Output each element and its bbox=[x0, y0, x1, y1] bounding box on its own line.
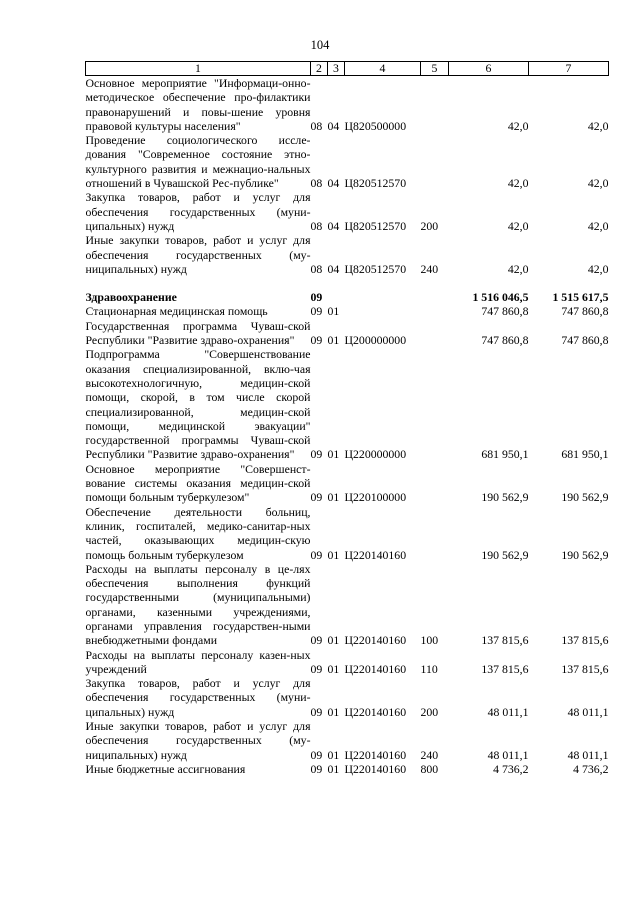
amount-year-1: 42,0 bbox=[507, 118, 529, 133]
header-row bbox=[86, 62, 609, 76]
section-code: 09 bbox=[310, 304, 323, 319]
table-row bbox=[86, 505, 609, 562]
amount-year-1: 681 950,1 bbox=[481, 447, 529, 462]
amount-year-2: 190 562,9 bbox=[561, 490, 609, 505]
row-name: Расходы на выплаты персоналу в це-лях обеспечения выполнения функций государственными (муниципальными) органами, казенными учреждениями, органами управления государствен-ными внебюджетными фондами bbox=[85, 561, 311, 648]
column-header: 2 bbox=[311, 62, 328, 76]
amount-year-1: 190 562,9 bbox=[481, 490, 529, 505]
amount-year-1: 747 860,8 bbox=[481, 333, 529, 348]
section-code: 09 bbox=[310, 490, 323, 505]
target-article-code: Ц820500000 bbox=[344, 118, 407, 133]
table-row bbox=[86, 190, 609, 233]
amount-year-1: 42,0 bbox=[507, 261, 529, 276]
subsection-code bbox=[328, 290, 345, 304]
amount-year-1: 42,0 bbox=[507, 218, 529, 233]
amount-year-2: 4 736,2 bbox=[573, 761, 609, 776]
table-row bbox=[86, 462, 609, 505]
expense-type-code: 800 bbox=[420, 761, 439, 776]
column-header: 5 bbox=[421, 62, 449, 76]
section-code: 08 bbox=[310, 118, 323, 133]
expense-type-code: 100 bbox=[420, 633, 439, 648]
section-code: 08 bbox=[310, 261, 323, 276]
amount-year-1: 1 516 046,5 bbox=[472, 290, 529, 305]
table-row bbox=[86, 648, 609, 677]
target-article-code: Ц220140160 bbox=[344, 547, 407, 562]
subsection-code: 01 bbox=[327, 633, 340, 648]
target-article-code bbox=[345, 304, 421, 318]
table-row bbox=[86, 304, 609, 318]
target-article-code: Ц220140160 bbox=[344, 761, 407, 776]
section-code: 09 bbox=[310, 704, 323, 719]
row-name: Иные закупки товаров, работ и услуг для обеспечения государственных (му-ниципальных) нужд bbox=[85, 719, 311, 762]
row-name: Основное мероприятие "Совершенст-вование системы оказания медицин-ской помощи больным туберкулезом" bbox=[85, 461, 311, 505]
expense-type-code bbox=[421, 290, 449, 304]
amount-year-2: 137 815,6 bbox=[561, 633, 609, 648]
target-article-code: Ц820512570 bbox=[344, 218, 407, 233]
amount-year-2: 1 515 617,5 bbox=[552, 290, 609, 305]
page-number: 104 bbox=[310, 38, 330, 52]
target-article-code: Ц220140160 bbox=[344, 704, 407, 719]
row-name: Государственная программа Чуваш-ской Республики "Развитие здраво-охранения" bbox=[85, 318, 311, 348]
row-name: Иные закупки товаров, работ и услуг для обеспечения государственных (му-ниципальных) нужд bbox=[85, 233, 311, 276]
table-row bbox=[86, 233, 609, 276]
target-article-code: Ц220100000 bbox=[344, 490, 407, 505]
subsection-code: 01 bbox=[327, 747, 340, 762]
amount-year-2: 747 860,8 bbox=[561, 333, 609, 348]
subsection-code: 01 bbox=[327, 304, 340, 319]
amount-year-1: 137 815,6 bbox=[481, 661, 529, 676]
amount-year-1: 190 562,9 bbox=[481, 547, 529, 562]
subsection-code: 01 bbox=[327, 490, 340, 505]
section-code: 09 bbox=[310, 447, 323, 462]
amount-year-1: 4 736,2 bbox=[493, 761, 529, 776]
expense-type-code bbox=[421, 462, 449, 505]
subsection-code: 04 bbox=[327, 261, 340, 276]
row-name: Основное мероприятие "Информаци-онно-методическое обеспечение про-филактики правонарушений и повы-шение уровня правовой культуры населения" bbox=[85, 76, 311, 133]
table-body bbox=[86, 76, 609, 777]
table-row bbox=[86, 76, 609, 134]
expense-type-code: 110 bbox=[420, 661, 438, 676]
section-code: 08 bbox=[310, 176, 323, 191]
expense-type-code bbox=[421, 505, 449, 562]
expense-type-code: 200 bbox=[420, 704, 439, 719]
row-name: Расходы на выплаты персоналу казен-ных учреждений bbox=[85, 647, 311, 676]
subsection-code: 01 bbox=[327, 447, 340, 462]
amount-year-1: 137 815,6 bbox=[481, 633, 529, 648]
expense-type-code: 240 bbox=[420, 747, 439, 762]
subsection-code: 01 bbox=[327, 547, 340, 562]
table-row bbox=[86, 562, 609, 648]
row-name: Закупка товаров, работ и услуг для обеспечения государственных (муни-ципальных) нужд bbox=[85, 676, 311, 719]
expense-type-code bbox=[421, 304, 449, 318]
amount-year-2: 681 950,1 bbox=[561, 447, 609, 462]
target-article-code: Ц220140160 bbox=[344, 747, 407, 762]
column-header: 3 bbox=[328, 62, 345, 76]
amount-year-2: 42,0 bbox=[587, 118, 609, 133]
amount-year-1: 42,0 bbox=[507, 176, 529, 191]
target-article-code: Ц820512570 bbox=[344, 261, 407, 276]
table-spacer-row bbox=[86, 276, 609, 290]
target-article-code: Ц220140160 bbox=[344, 633, 407, 648]
subsection-code: 01 bbox=[327, 661, 340, 676]
row-name: Подпрограмма "Совершенствование оказания специализированной, вклю-чая высокотехнологичную, медицин-ской помощи, скорой, в том числе скорой специализированной, медицин-ской помощи, медицинской эвакуации" государственной программы Чуваш-ской Республики "Развитие здраво-охранения" bbox=[85, 347, 311, 462]
amount-year-2: 137 815,6 bbox=[561, 661, 609, 676]
section-code: 09 bbox=[310, 661, 323, 676]
section-code: 09 bbox=[310, 633, 323, 648]
expense-type-code bbox=[421, 347, 449, 461]
row-name: Проведение социологического иссле-дования "Современное состояние этно-культурного развития и межнацио-нальных отношений в Чувашской Рес-публике" bbox=[85, 133, 311, 191]
column-header: 6 bbox=[449, 62, 529, 76]
target-article-code bbox=[345, 290, 421, 304]
table-row bbox=[86, 133, 609, 190]
budget-table bbox=[85, 61, 609, 776]
row-name: Здравоохранение bbox=[85, 290, 177, 305]
column-header: 4 bbox=[345, 62, 421, 76]
subsection-code: 01 bbox=[327, 704, 340, 719]
table-row bbox=[86, 762, 609, 776]
section-code: 09 bbox=[310, 747, 323, 762]
amount-year-2: 42,0 bbox=[587, 218, 609, 233]
section-code: 09 bbox=[310, 333, 323, 348]
amount-year-2: 48 011,1 bbox=[567, 704, 609, 719]
section-code: 09 bbox=[310, 290, 323, 305]
subsection-code: 01 bbox=[327, 761, 340, 776]
amount-year-2: 747 860,8 bbox=[561, 304, 609, 319]
amount-year-2: 190 562,9 bbox=[561, 547, 609, 562]
expense-type-code bbox=[421, 76, 449, 134]
subsection-code: 04 bbox=[327, 218, 340, 233]
amount-year-1: 747 860,8 bbox=[481, 304, 529, 319]
section-code: 09 bbox=[310, 547, 323, 562]
row-name: Стационарная медицинская помощь bbox=[85, 304, 268, 319]
table-row bbox=[86, 719, 609, 762]
row-name: Обеспечение деятельности больниц, клиник, госпиталей, медико-санитар-ных частей, оказывающих медицин-скую помощь больным туберкулезом bbox=[85, 504, 311, 562]
amount-year-2: 48 011,1 bbox=[567, 747, 609, 762]
target-article-code: Ц220000000 bbox=[344, 447, 407, 462]
amount-year-2: 42,0 bbox=[587, 261, 609, 276]
row-name: Иные бюджетные ассигнования bbox=[85, 761, 246, 776]
expense-type-code: 240 bbox=[420, 261, 439, 276]
target-article-code: Ц820512570 bbox=[344, 176, 407, 191]
row-name: Закупка товаров, работ и услуг для обеспечения государственных (муни-ципальных) нужд bbox=[85, 190, 311, 233]
column-header: 1 bbox=[86, 62, 311, 76]
table-row bbox=[86, 290, 609, 304]
table-row bbox=[86, 676, 609, 719]
subsection-code: 04 bbox=[327, 118, 340, 133]
amount-year-1: 48 011,1 bbox=[487, 704, 529, 719]
target-article-code: Ц220140160 bbox=[344, 661, 407, 676]
amount-year-1: 48 011,1 bbox=[487, 747, 529, 762]
target-article-code: Ц200000000 bbox=[344, 333, 407, 348]
subsection-code: 01 bbox=[327, 333, 340, 348]
table-row bbox=[86, 347, 609, 461]
column-header: 7 bbox=[529, 62, 609, 76]
section-code: 09 bbox=[310, 761, 323, 776]
section-code: 08 bbox=[310, 218, 323, 233]
table-row bbox=[86, 319, 609, 348]
expense-type-code: 200 bbox=[420, 218, 439, 233]
amount-year-2: 42,0 bbox=[587, 176, 609, 191]
spacer-cell bbox=[86, 276, 609, 290]
subsection-code: 04 bbox=[327, 176, 340, 191]
expense-type-code bbox=[421, 319, 449, 348]
expense-type-code bbox=[421, 133, 449, 190]
